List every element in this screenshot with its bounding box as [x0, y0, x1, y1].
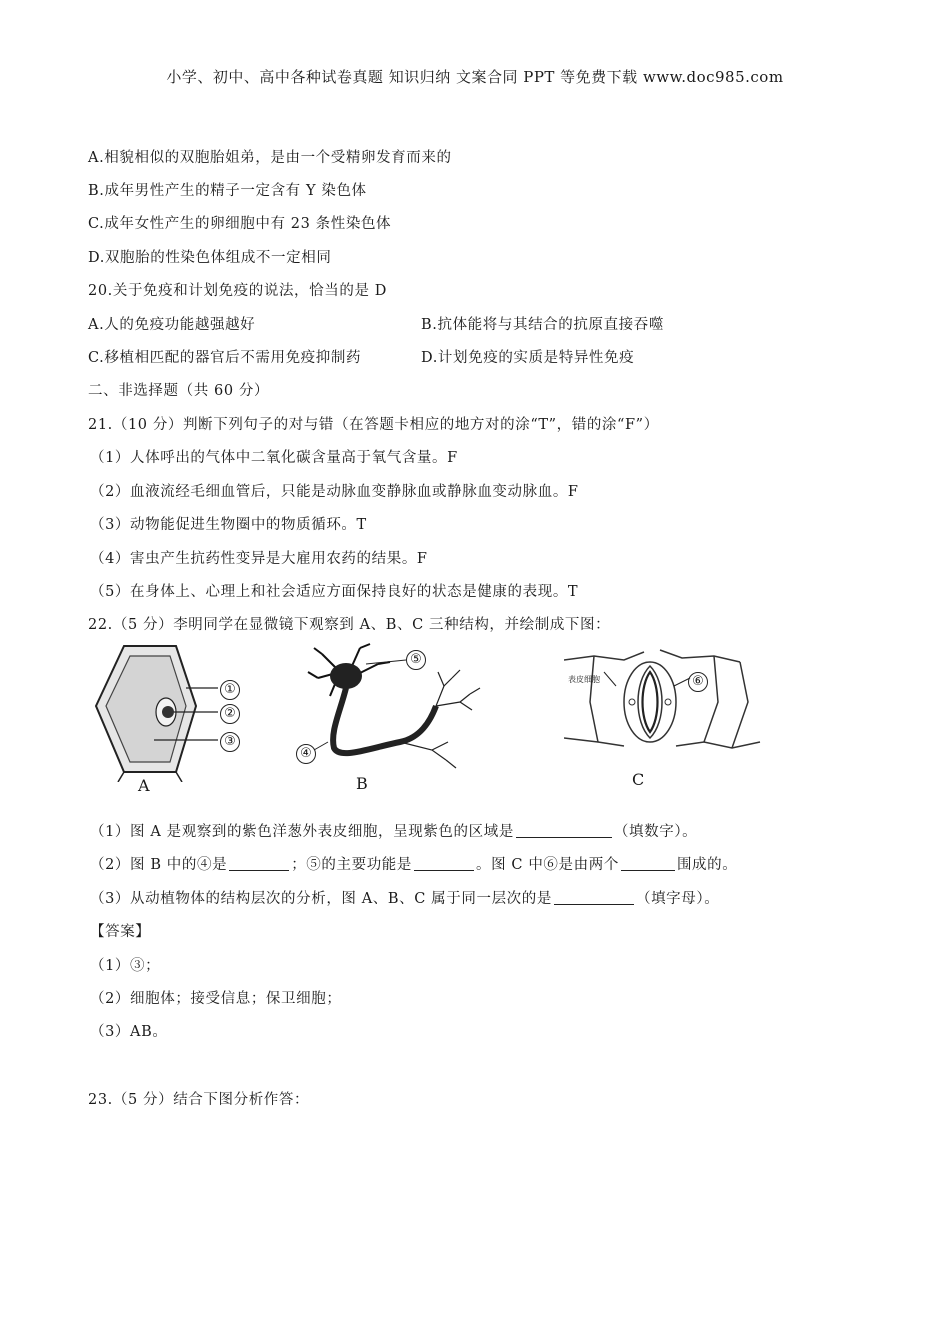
- label-3: ③: [220, 732, 240, 752]
- option-20d: D.计划免疫的实质是特异性免疫: [421, 350, 635, 366]
- question-22-sub-1: （1）图 A 是观察到的紫色洋葱外表皮细胞，呈现紫色的区域是 （填数字）。: [90, 824, 698, 840]
- cell-structures-figure: [90, 642, 770, 802]
- question-22-sub-2: （2）图 B 中的④是 ；⑤的主要功能是 。图 C 中⑥是由两个 围成的。: [90, 857, 738, 873]
- question-21-stem: 21.（10 分）判断下列句子的对与错（在答题卡相应的地方对的涂“T”，错的涂“F”）: [88, 417, 659, 433]
- question-21-item-2: （2）血液流经毛细血管后，只能是动脉血变静脉血或静脉血变动脉血。F: [90, 484, 579, 500]
- question-21-item-1: （1）人体呼出的气体中二氧化碳含量高于氧气含量。F: [90, 450, 458, 466]
- plant-cell-diagram: [90, 642, 220, 782]
- question-21-item-5: （5）在身体上、心理上和社会适应方面保持良好的状态是健康的表现。T: [90, 584, 579, 600]
- question-22-sub-3: （3）从动植物体的结构层次的分析，图 A、B、C 属于同一层次的是 （填字母）。: [90, 891, 720, 907]
- question-20-row2: [88, 348, 868, 368]
- label-4: ④: [296, 744, 316, 764]
- label-5: ⑤: [406, 650, 426, 670]
- question-21-item-4: （4）害虫产生抗药性变异是大雇用农药的结果。F: [90, 551, 428, 567]
- label-1: ①: [220, 680, 240, 700]
- page-header-watermark: 小学、初中、高中各种试卷真题 知识归纳 文案合同 PPT 等免费下载 www.doc985.com: [166, 68, 784, 86]
- stomata-diagram: [564, 642, 764, 762]
- question-23-stem: 23.（5 分）结合下图分析作答：: [88, 1092, 310, 1108]
- option-20a: A.人的免疫功能越强越好: [88, 317, 256, 333]
- neuron-diagram: [300, 642, 490, 782]
- question-20-stem: 20.关于免疫和计划免疫的说法，恰当的是 D: [88, 283, 387, 299]
- answer-blank-3: [414, 856, 474, 871]
- epidermis-cell-note: 表皮细胞: [568, 675, 600, 684]
- option-20b: B.抗体能将与其结合的抗原直接吞噬: [421, 317, 664, 333]
- option-19c: C.成年女性产生的卵细胞中有 23 条性染色体: [88, 216, 392, 232]
- figure-label-a: A: [138, 776, 150, 795]
- label-2: ②: [220, 704, 240, 724]
- question-21-item-3: （3）动物能促进生物圈中的物质循环。T: [90, 517, 367, 533]
- answer-blank-1: [516, 823, 612, 838]
- answer-1: （1）③；: [90, 958, 161, 974]
- figure-label-c: C: [632, 770, 645, 789]
- question-22-stem: 22.（5 分）李明同学在显微镜下观察到 A、B、C 三种结构，并绘制成下图：: [88, 617, 611, 633]
- answer-blank-5: [554, 890, 634, 905]
- label-6: ⑥: [688, 672, 708, 692]
- answer-3: （3）AB。: [90, 1024, 168, 1040]
- figure-label-b: B: [356, 774, 368, 793]
- question-20-row1: [88, 315, 868, 335]
- answer-blank-4: [621, 856, 675, 871]
- answer-blank-2: [229, 856, 289, 871]
- option-19d: D.双胞胎的性染色体组成不一定相同: [88, 250, 332, 266]
- section-title: 二、非选择题（共 60 分）: [88, 383, 270, 399]
- option-19b: B.成年男性产生的精子一定含有 Y 染色体: [88, 183, 367, 199]
- answer-2: （2）细胞体；接受信息；保卫细胞；: [90, 991, 342, 1007]
- option-19a: A.相貌相似的双胞胎姐弟，是由一个受精卵发育而来的: [88, 150, 452, 166]
- option-20c: C.移植相匹配的器官后不需用免疫抑制药: [88, 350, 362, 366]
- answer-title: 【答案】: [90, 924, 151, 940]
